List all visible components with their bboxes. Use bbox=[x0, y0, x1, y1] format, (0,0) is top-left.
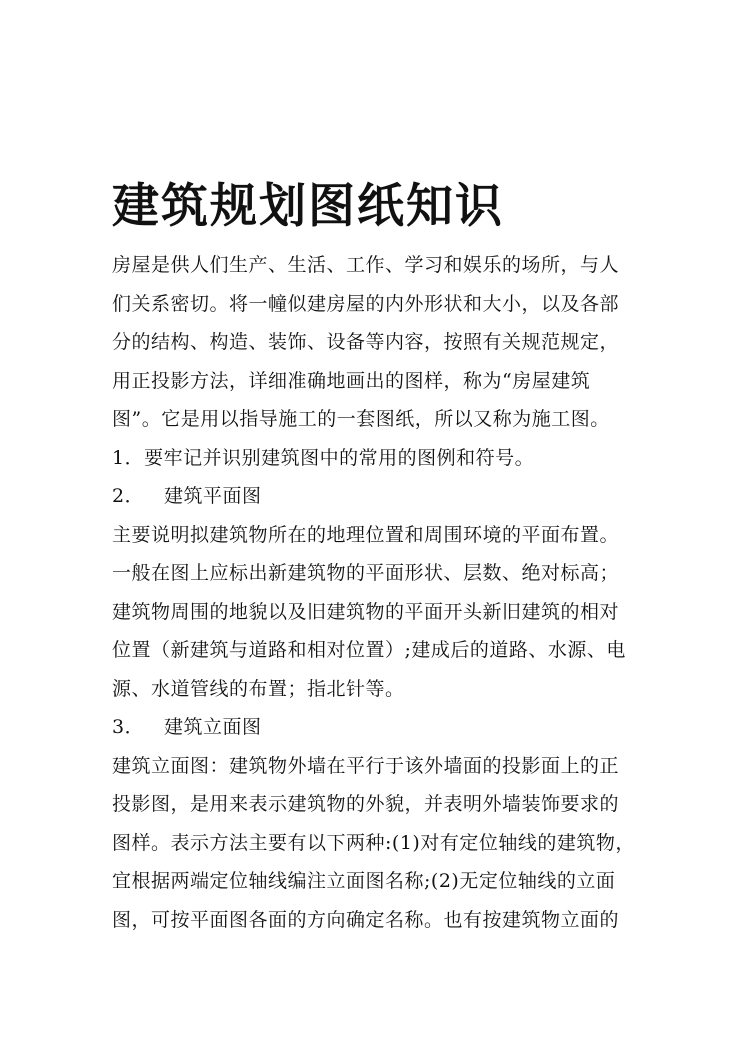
section-3-heading bbox=[112, 708, 636, 747]
item-1: 1．要牢记并识别建筑图中的常用的图例和符号。 bbox=[112, 446, 535, 469]
intro-line-3: 分的结构、构造、装饰、设备等内容，按照有关规范规定， bbox=[112, 331, 620, 353]
section-2-line-4: 位置（新建筑与道路和相对位置）;建成后的道路、水源、电 bbox=[112, 639, 626, 661]
section-3-line-2: 投影图，是用来表示建筑物的外貌，并表明外墙装饰要求的 bbox=[112, 793, 620, 815]
document-title: 建筑规划图纸知识 bbox=[112, 179, 504, 234]
section-2-line-5: 源、水道管线的布置；指北针等。 bbox=[112, 677, 405, 700]
section-2-heading bbox=[112, 477, 636, 516]
section-3-line-5: 图，可按平面图各面的方向确定名称。也有按建筑物立面的 bbox=[112, 908, 620, 931]
section-2-title: 建筑平面图 bbox=[164, 485, 262, 507]
section-3-line-4: 宜根据两端定位轴线编注立面图名称;(2)无定位轴线的立面 bbox=[112, 870, 616, 892]
document-body bbox=[112, 246, 636, 939]
intro-line-4: 用正投影方法，详细准确地画出的图样，称为“房屋建筑 bbox=[112, 369, 591, 392]
section-3-line-1: 建筑立面图：建筑物外墙在平行于该外墙面的投影面上的正 bbox=[112, 754, 620, 777]
section-2-line-1: 主要说明拟建筑物所在的地理位置和周围环境的平面布置。 bbox=[112, 523, 620, 546]
section-3-number: 3． bbox=[112, 716, 145, 738]
intro-line-1: 房屋是供人们生产、生活、工作、学习和娱乐的场所，与人 bbox=[112, 254, 620, 276]
section-2-line-3: 建筑物周围的地貌以及旧建筑物的平面开头新旧建筑的相对 bbox=[112, 600, 620, 623]
intro-line-5: 图”。它是用以指导施工的一套图纸，所以又称为施工图。 bbox=[112, 408, 610, 430]
intro-line-2: 们关系密切。将一幢似建房屋的内外形状和大小，以及各部 bbox=[112, 292, 620, 315]
section-3-line-3: 图样。表示方法主要有以下两种:(1)对有定位轴线的建筑物， bbox=[112, 831, 635, 854]
section-2-number: 2． bbox=[112, 485, 145, 507]
section-3-title: 建筑立面图 bbox=[164, 716, 262, 738]
section-2-line-2: 一般在图上应标出新建筑物的平面形状、层数、绝对标高； bbox=[112, 562, 620, 584]
